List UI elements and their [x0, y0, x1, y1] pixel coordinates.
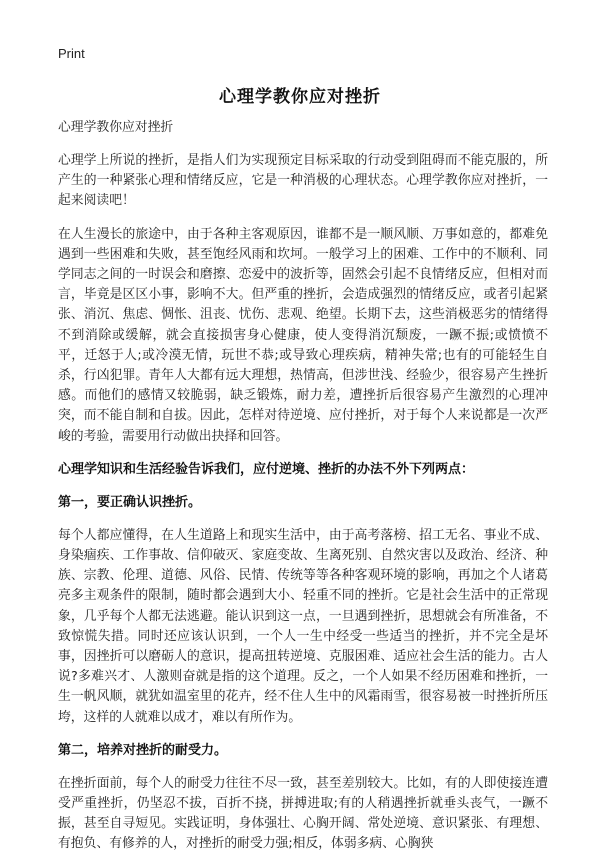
article-subtitle: 心理学教你应对挫折 [58, 120, 174, 135]
section-body-1: 每个人都应懂得，在人生道路上和现实生活中，由于高考落榜、招工无名、事业不成、身染痼疾、工作事故、信仰破灭、家庭变故、生离死别、自然灾害以及政治、经济、种族、宗教、伦理、道德、风俗、民情、传统等等各种客观环境的影响，再加之个人诸葛亮多主观条件的限制，随时都会遇到大小、轻重不同的挫折。它是社会生活中的正常现象，几乎每个人都无法逃避。能认识到这一点，一旦遇到挫折，思想就会有所准备，不致惊慌失措。同时还应该认识到，一个人一生中经受一些适当的挫折，并不完全是坏事，因挫折可以磨砺人的意识，提高扭转逆境、克服困难、适应社会生活的能力。古人说?多难兴才、人激则奋就是指的这个道理。反之，一个人如果不经历困难和挫折，一生一帆风顺，就犹如温室里的花卉，经不住人生中的风霜雨雪，很容易被一时挫折所压垮，这样的人就难以成才，难以有所作为。 [58, 527, 548, 725]
print-link[interactable]: Print [58, 46, 85, 61]
intro-paragraph: 心理学上所说的挫折，是指人们为实现预定目标采取的行动受到阻碍而不能克服的，所产生的一种紧张心理和情绪反应，它是一种消极的心理状态。心理学教你应对挫折，一起来阅读吧！ [58, 153, 548, 209]
intro-heading: 心理学知识和生活经验告诉我们，应付逆境、挫折的办法不外下列两点： [58, 461, 475, 477]
page-title: 心理学教你应对挫折 [219, 87, 381, 107]
article-body [58, 118, 548, 868]
section-heading-2: 第二，培养对挫折的耐受力。 [58, 742, 228, 758]
section-body-2: 在挫折面前，每个人的耐受力往往不尽一致，甚至差别较大。比如，有的人即使接连遭受严重挫折，仍坚忍不拔，百折不挠，拼搏进取;有的人稍遇挫折就垂头丧气，一蹶不振，甚至自寻短见。实践证明，身体强壮、心胸开阔、常处逆境、意识紧张、有理想、有抱负、有修养的人，对挫折的耐受力强;相反，体弱多病、心胸狭 [58, 775, 548, 852]
section-heading-1: 第一，要正确认识挫折。 [58, 494, 202, 510]
body-paragraph: 在人生漫长的旅途中，由于各种主客观原因，谁都不是一顺风顺、万事如意的，都难免遇到一些困难和失败，甚至饱经风雨和坎坷。一般学习上的困难、工作中的不顺利、同学同志之间的一时误会和磨擦、恋爱中的波折等，固然会引起不良情绪反应，但相对而言，毕竟是区区小事，影响不大。但严重的挫折，会造成强烈的情绪反应，或者引起紧张、消沉、焦虑、惆怅、沮丧、忧伤、悲观、绝望。长期下去，这些消极恶劣的情绪得不到消除或缓解，就会直接损害身心健康，使人变得消沉颓废，一蹶不振;或愤愤不平，迁怒于人;或冷漠无情，玩世不恭;或导致心理疾病，精神失常;也有的可能轻生自杀，行凶犯罪。青年人大都有远大理想，热情高，但涉世浅、经验少，很容易产生挫折感。而他们的感情又较脆弱，缺乏锻炼，耐力差，遭挫折后很容易产生激烈的心理冲突，而不能自制和自拔。因此，怎样对待逆境、应付挫折，对于每个人来说都是一次严峻的考验，需要用行动做出抉择和回答。 [58, 226, 548, 444]
